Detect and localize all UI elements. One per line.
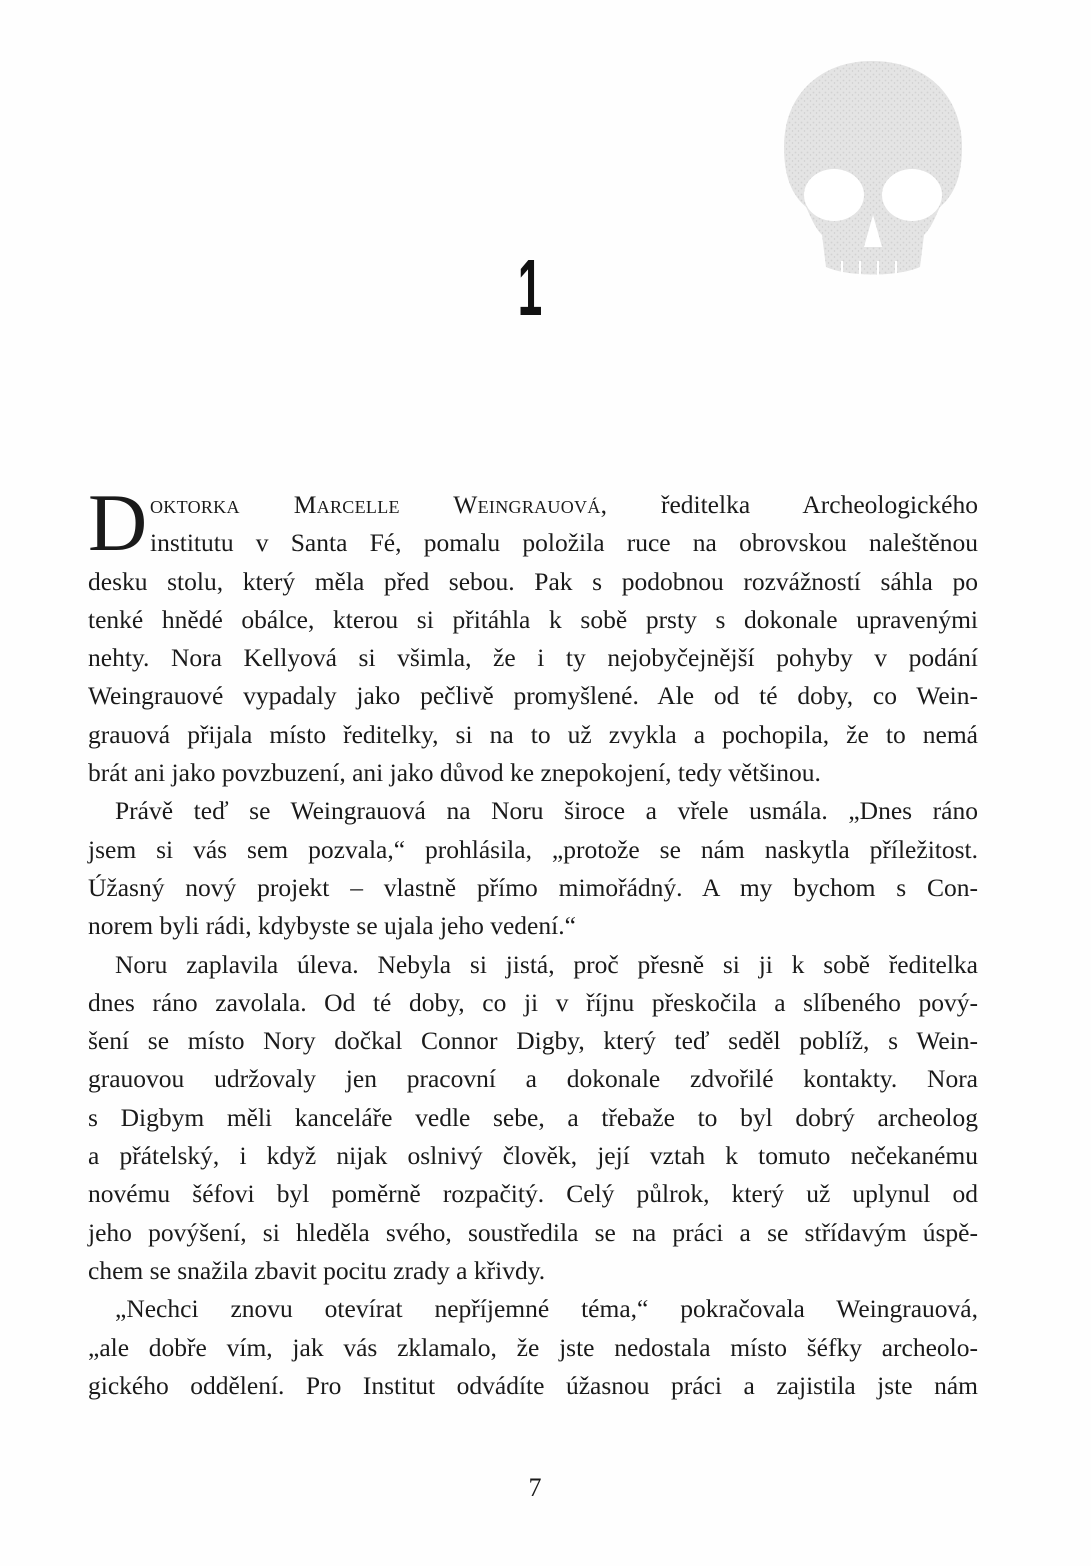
text-line: Noru zaplavila úleva. Nebyla si jistá, proč přesně si ji k sobě ředitelka xyxy=(115,949,978,979)
text-line: Právě teď se Weingrauová na Noru široce a vřele usmála. „Dnes ráno xyxy=(115,796,978,826)
text-line: desku stolu, který měla před sebou. Pak s podobnou rozvážností sáhla po xyxy=(88,566,978,596)
text-line: šení se místo Nory dočkal Connor Digby, který teď seděl poblíž, s Wein- xyxy=(88,1026,978,1056)
text-line: Úžasný nový projekt – vlastně přímo mimořádný. A my bychom s Con- xyxy=(88,872,978,902)
text-line: „Nechci znovu otevírat nepříjemné téma,“ pokračovala Weingrauová, xyxy=(115,1294,978,1324)
text-line: grauovou udržovaly jen pracovní a dokonale zdvořilé kontakty. Nora xyxy=(88,1064,978,1094)
body-text xyxy=(88,477,978,1405)
text-line: dnes ráno zavolala. Od té doby, co ji v říjnu přeskočila a slíbeného pový- xyxy=(88,987,978,1017)
text-line: jsem si vás sem pozvala,“ prohlásila, „protože se nám naskytla příležitost. xyxy=(88,834,978,864)
text-line: tenké hnědé obálce, kterou si přitáhla k sobě prsty s dokonale upravenými xyxy=(88,604,978,634)
text-line: Weingrauové vypadaly jako pečlivě promyšlené. Ale od té doby, co Wein- xyxy=(88,681,978,711)
chapter-number: 1 xyxy=(517,243,543,332)
text-line-rest: ředitelka Archeologického xyxy=(660,490,978,519)
text-line: chem se snažila zbavit pocitu zrady a křivdy. xyxy=(88,1255,546,1285)
drop-cap: D xyxy=(88,477,148,568)
skull-icon xyxy=(770,55,975,280)
paragraph xyxy=(88,946,978,1291)
text-line: grauová přijala místo ředitelky, si na to už zvykla a pochopila, že to nemá xyxy=(88,719,978,749)
paragraph xyxy=(88,1290,978,1405)
paragraph xyxy=(88,792,978,945)
text-line: jeho povýšení, si hleděla svého, soustředila se na práci a se střídavým úspě- xyxy=(88,1217,978,1247)
text-line: „ale dobře vím, jak vás zklamalo, že jste nedostala místo šéfky archeolo- xyxy=(88,1332,978,1362)
text-line: novému šéfovi byl poměrně rozpačitý. Celý půlrok, který už uplynul od xyxy=(88,1179,978,1209)
page-number: 7 xyxy=(528,1473,542,1502)
text-line: institutu v Santa Fé, pomalu položila ruce na obrovskou naleštěnou xyxy=(150,528,978,558)
text-line: brát ani jako povzbuzení, ani jako důvod ke znepokojení, tedy většinou. xyxy=(88,758,821,788)
text-line: s Digbym měli kanceláře vedle sebe, a třebaže to byl dobrý archeolog xyxy=(88,1102,978,1132)
text-line: a přátelský, i když nijak oslnivý člověk, její vztah k tomuto nečekanému xyxy=(88,1141,978,1171)
text-line xyxy=(88,486,978,524)
text-line: gického oddělení. Pro Institut odvádíte úžasnou práci a zajistila jste nám xyxy=(88,1370,978,1400)
text-line: norem byli rádi, kdybyste se ujala jeho vedení.“ xyxy=(88,911,576,941)
opening-words: oktorka Marcelle Weingrauová, xyxy=(150,490,608,519)
text-line: nehty. Nora Kellyová si všimla, že i ty nejobyčejnější pohyby v podání xyxy=(88,643,978,673)
paragraph xyxy=(88,477,978,792)
